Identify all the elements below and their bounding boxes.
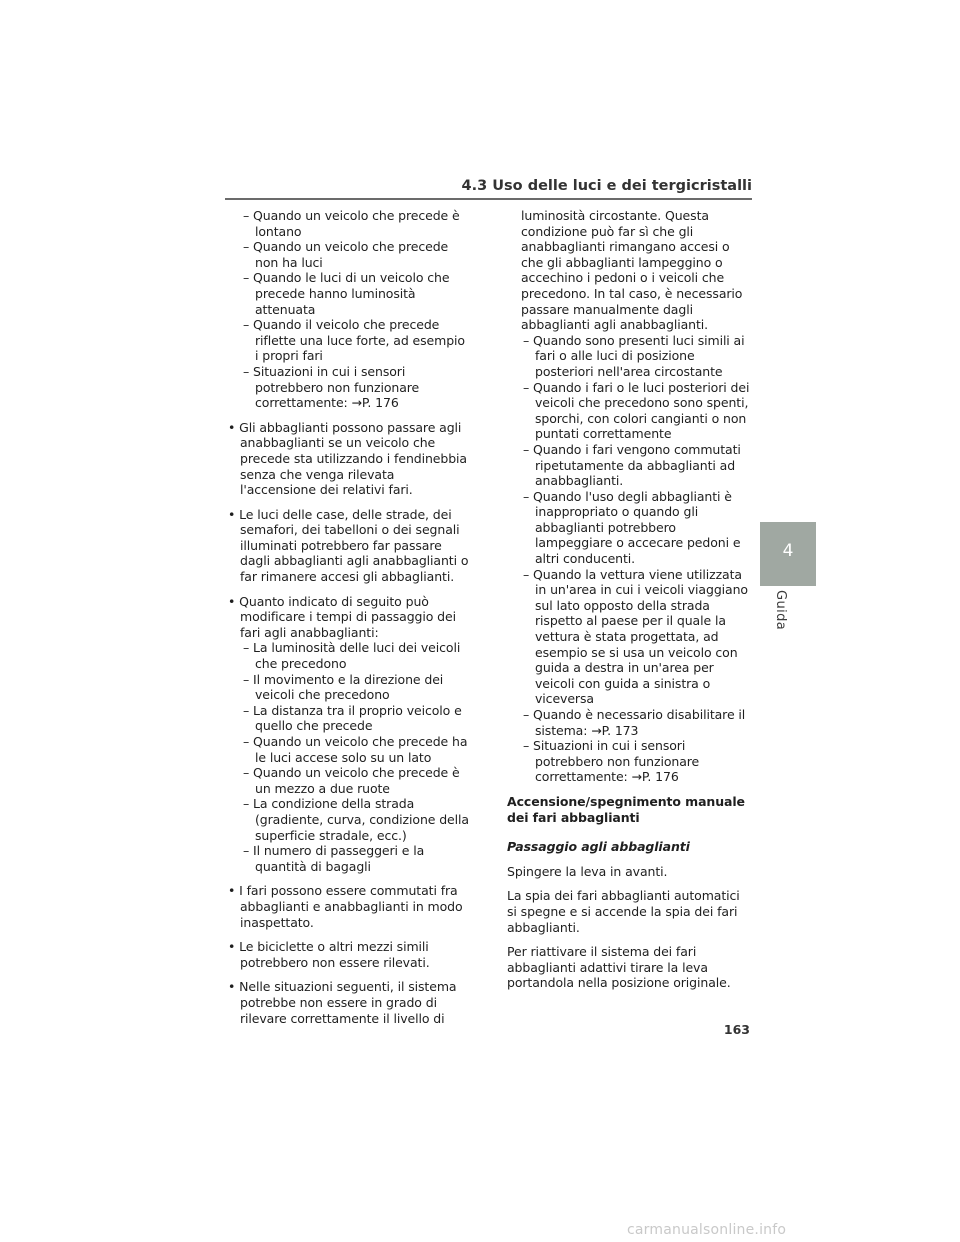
- list-item: – La distanza tra il proprio veicolo e quello che precede: [243, 702, 462, 734]
- section-title: 4.3 Uso delle luci e dei tergicristalli: [461, 178, 752, 194]
- bullet-item: • Le luci delle case, delle strade, dei semafori, dei tabelloni o dei segnali illuminati potrebbero far passare dagli abbaglianti agli anabbaglianti o far rimanere accesi gli abbaglianti.: [228, 506, 469, 585]
- bullet-item: • Le biciclette o altri mezzi simili potrebbero non essere rilevati.: [228, 939, 430, 970]
- section-heading: Accensione/spegnimento manuale dei fari abbaglianti: [507, 793, 745, 825]
- list-item: – Il numero di passeggeri e la quantità di bagagli: [243, 843, 425, 874]
- bullet-item: • Gli abbaglianti possono passare agli anabbaglianti se un veicolo che precede sta utilizzando i fendinebbia senza che venga rilevata l'accensione dei relativi fari.: [228, 419, 467, 498]
- right-column: [507, 208, 752, 991]
- bullet-item: • Nelle situazioni seguenti, il sistema potrebbe non essere in grado di rilevare correttamente il livello di: [228, 979, 457, 1026]
- left-column: [226, 208, 471, 1026]
- list-item: – Situazioni in cui i sensori potrebbero non funzionare correttamente: →P. 176: [243, 363, 420, 411]
- list-item: – Quando sono presenti luci simili ai fari o alle luci di posizione posteriori nell'area circostante: [523, 332, 745, 379]
- list-item: – Quando un veicolo che precede ha le luci accese solo su un lato: [243, 734, 468, 765]
- list-item: – La luminosità delle luci dei veicoli che precedono: [243, 640, 461, 672]
- chapter-number: 4: [782, 541, 794, 561]
- list-item: – Quando la vettura viene utilizzata in un'area in cui i veicoli viaggiano sul lato opposto della strada rispetto al paese per il quale la vettura è stata progettata, ad esempio se si usa un veicolo con guida a destra in un'area per veicoli con guida a sinistra o viceversa: [523, 566, 748, 707]
- list-item: – Il movimento e la direzione dei veicoli che precedono: [243, 671, 444, 703]
- list-item: – Quando il veicolo che precede riflette una luce forte, ad esempio i propri fari: [243, 317, 465, 364]
- paragraph: Spingere la leva in avanti.: [507, 863, 668, 879]
- list-item: – Quando è necessario disabilitare il sistema: →P. 173: [523, 707, 746, 738]
- list-item: – Quando i fari vengono commutati ripetutamente da abbaglianti ad anabbaglianti.: [523, 441, 741, 489]
- paragraph-continuation: luminosità circostante. Questa condizione può far sì che gli anabbaglianti rimangano accesi o che gli abbaglianti lampeggino o accechino i pedoni o i veicoli che precedono. In tal caso, è necessario passare manualmente dagli abbaglianti agli anabbaglianti.: [521, 208, 743, 333]
- bullet-item: • Quanto indicato di seguito può modificare i tempi di passaggio dei fari agli anabbaglianti:: [228, 593, 456, 640]
- sub-heading: Passaggio agli abbaglianti: [507, 839, 690, 855]
- list-item: – Situazioni in cui i sensori potrebbero non funzionare correttamente: →P. 176: [523, 738, 700, 785]
- list-item: – Quando l'uso degli abbaglianti è inappropriato o quando gli abbaglianti potrebbero lampeggiare o accecare pedoni e altri conducenti.: [523, 488, 741, 567]
- header-divider: [225, 198, 752, 200]
- paragraph: Per riattivare il sistema dei fari abbaglianti adattivi tirare la leva portandola nella posizione originale.: [507, 944, 731, 991]
- list-item: – Quando un veicolo che precede è lontano: [243, 208, 460, 239]
- list-item: – Quando un veicolo che precede è un mezzo a due ruote: [243, 765, 460, 796]
- watermark: carmanualsonline.info: [627, 1222, 787, 1238]
- page-number: 163: [723, 1022, 750, 1037]
- paragraph: La spia dei fari abbaglianti automatici si spegne e si accende la spia dei fari abbaglianti.: [507, 888, 740, 935]
- list-item: – Quando un veicolo che precede non ha luci: [243, 239, 449, 270]
- list-item: – Quando le luci di un veicolo che precede hanno luminosità attenuata: [243, 270, 450, 317]
- chapter-label: Guida: [773, 590, 788, 631]
- list-item: – Quando i fari o le luci posteriori dei veicoli che precedono sono spenti, sporchi, con colori cangianti o non puntati correttamente: [523, 379, 750, 442]
- list-item: – La condizione della strada (gradiente, curva, condizione della superficie stradale, ecc.): [243, 796, 469, 843]
- bullet-item: • I fari possono essere commutati fra abbaglianti e anabbaglianti in modo inaspettato.: [228, 883, 463, 930]
